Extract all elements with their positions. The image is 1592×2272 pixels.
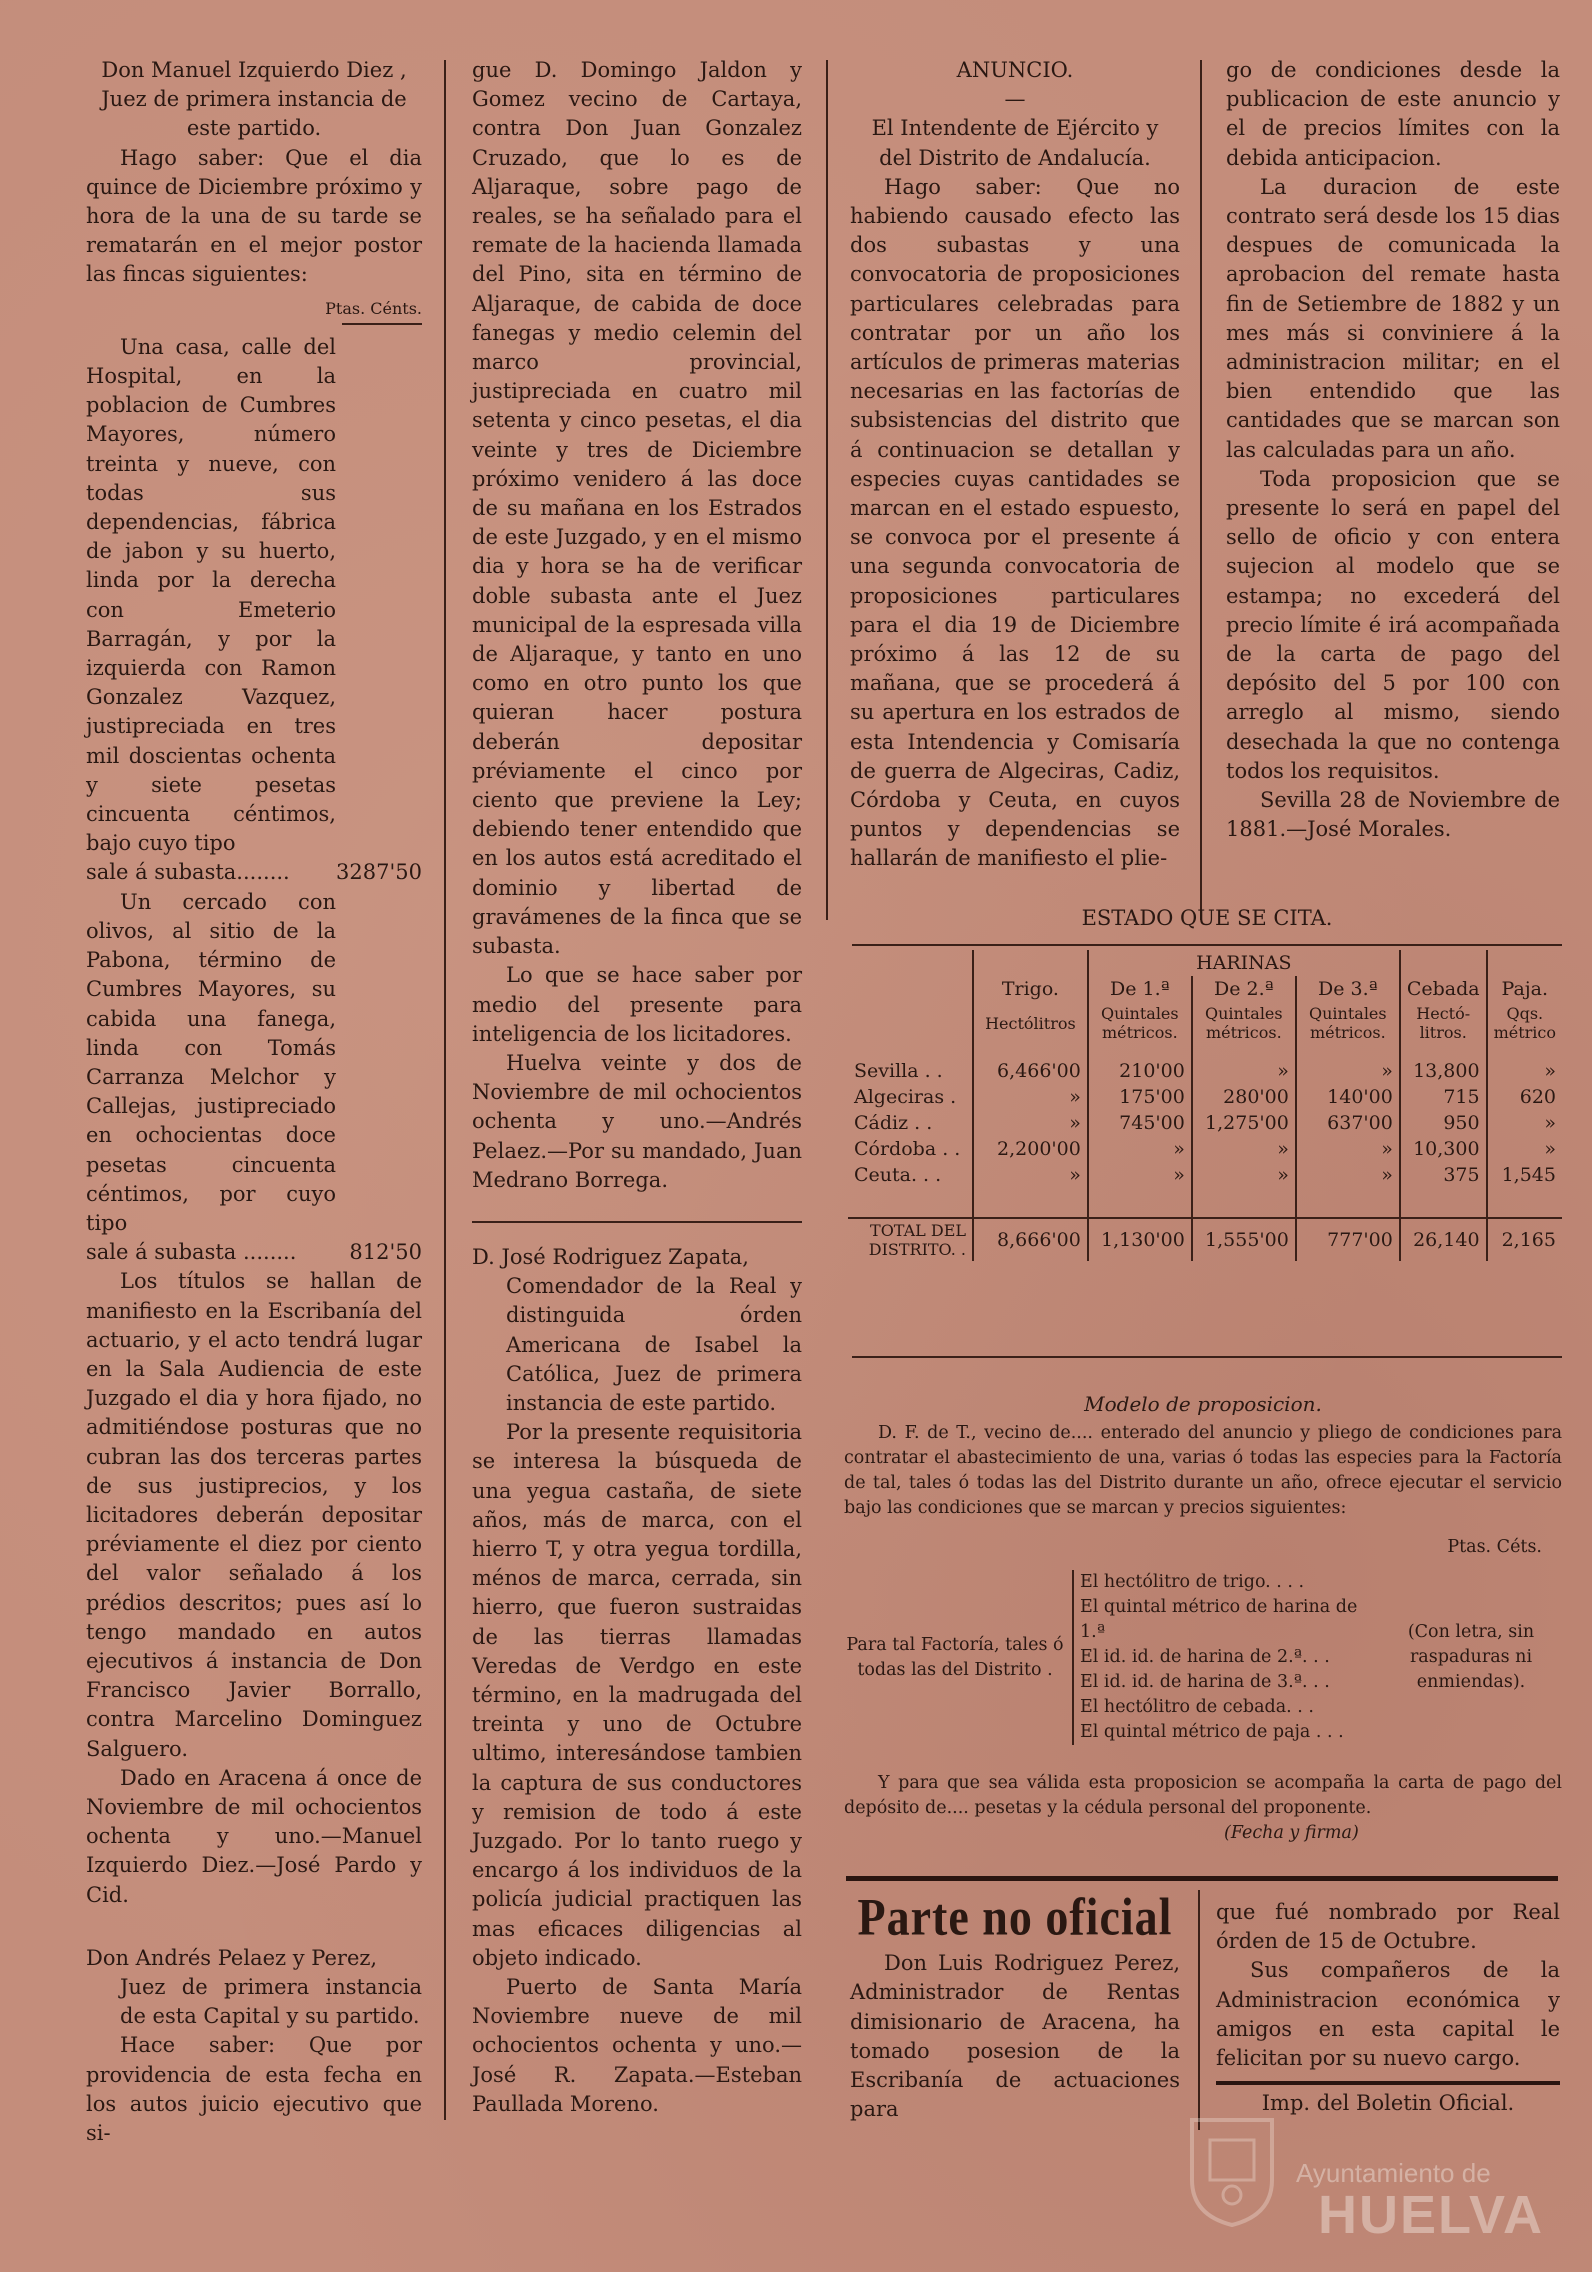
column-2 [472,56,802,2119]
anuncio-dash: — [1004,87,1026,112]
estado-bottom-rule [852,1356,1562,1358]
edict3-body: Por la presente requisitoria se interesa la búsqueda de una yegua castaña, de siete años, más de marca, con el hierro T, y otra yegua tordilla, ménos de marca, cerrada, sin hierro, que fueron sustraidas de las tierras llamadas Veredas de Verdgo en este término, en la madrugada del treinta y uno de Octubre ultimo, interesándose tambien la captura de sus conductores y remision de todo á este Juzgado. Por lo tanto ruego y encargo á los individuos de la policía judicial practiquen las mas eficaces diligencias al objeto indicado. [472,1420,802,1970]
edict2-date: Huelva veinte y dos de Noviembre de mil ochocientos ochenta y uno.—Andrés Pelaez.—Por su mandado, Juan Medrano Borrega. [472,1050,802,1192]
anuncio-column-1 [850,56,1180,874]
item2-amount: 812'50 [349,1240,422,1265]
parte-body: Don Luis Rodriguez Perez, Administrador de Rentas dimisionario de Aracena, ha tomado posesion de la Escribanía de actuaciones para [850,1951,1180,2122]
modelo-body: D. F. de T., vecino de.... enterado del anuncio y pliego de condiciones para contratar el abastecimiento de una, varias ó todas las especies para la Factoría de tal, tales ó todas las del Distrito durante un año, ofrece ejecutar el servicio bajo las condiciones que se marcan y precios siguientes: [844,1423,1562,1518]
estado-title: ESTADO QUE SE CITA. [1081,906,1333,930]
modelo-left-label: Para tal Factoría, tales ó todas las del Distrito . [846,1634,1064,1680]
edict2-continuation: gue D. Domingo Jaldon y Gomez vecino de Cartaya, contra Don Juan Gonzalez Cruzado, que lo es de Aljaraque, sobre pago de reales, se ha señalado para el remate de la hacienda llamada del Pino, sita en término de Aljaraque, de cabida de doce fanegas y medio celemin del marco provincial, justipreciada en cuatro mil setenta y cinco pesetas, el dia veinte y tres de Diciembre próximo venidero á las doce de su mañana en los Estrados de este Juzgado, y en el mismo dia y hora se ha de verificar doble subasta ante el Juez municipal de la espresada villa de Aljaraque, y tanto en uno como en otro punto los que quieran hacer postura deberán depositar préviamente el cinco por ciento que previene la Ley; debiendo tener entendido que en los autos está acreditado el dominio y libertad de gravámenes de la finca que se subasta. [472,58,802,959]
edict3-date: Puerto de Santa María Noviembre nueve de mil ochocientos ochenta y uno.—José R. Zapata.—Esteban Paullada Moreno. [472,1975,802,2116]
watermark-line2: HUELVA [1318,2185,1544,2245]
edict1-titles: Los títulos se hallan de manifiesto en la Escribanía del actuario, y el acto tendrá lugar en la Sala Audiencia de este Juzgado el dia y hora fijado, no admitiéndose posturas que no cubran las dos terceras partes de sus justiprecios, y los licitadores deberán depositar préviamente el diez por ciento del valor señalado á los prédios descritos; pues así lo tengo mandado en autos ejecutivos á instancia de Don Francisco Javier Borrallo, contra Marcelino Dominguez Salguero. [86,1269,422,1761]
parte-congrats: Sus compañeros de la Administracion económica y amigos en esta capital le felicitan por su nuevo cargo. [1216,1958,1560,2071]
col-trigo: Trigo. [973,976,1088,1002]
estado-row: Sevilla . . 6,466'00 210'00 » » 13,800 » [848,1058,1562,1084]
parte-column-2 [1216,1898,1560,2118]
unit-q1: Quintales métricos. [1088,1002,1192,1044]
estado-unit-header [848,1002,1562,1044]
modelo-price-list [844,1570,1562,1745]
modelo-item: El hectólitro de cebada. . . [1080,1697,1314,1717]
estado-row: Ceuta. . . » » » » 375 1,545 [848,1162,1562,1188]
edict1-item2: Un cercado con olivos, al sitio de la Pabona, término de Cumbres Mayores, su cabida una fanega, linda con Tomás Carranza Melchor y Callejas, justipreciado en ochocientas doce pesetas cincuenta céntimos, por cuyo tipo [86,889,336,1235]
edict3-role: Comendador de la Real y distinguida órden Americana de Isabel la Católica, Juez de primera instancia de este partido. [506,1274,802,1415]
estado-table [848,950,1562,1261]
anuncio-column-2 [1226,56,1560,844]
modelo-item: El quintal métrico de harina de 1.ª [1080,1597,1358,1642]
anuncio-body: Hago saber: Que no habiendo causado efecto las dos subastas y una convocatoria de proposiciones particulares celebradas para contratar por un año los artículos de primeras materias necesarias en las factorías de subsistencias del distrito que á continuacion se detallan y especies cuyas cantidades se marcan en el estado espuesto, se convoca por el presente á una segunda convocatoria de proposiciones particulares para el dia 19 de Diciembre próximo á las 12 de su mañana, que se procederá á su apertura en los estrados de esta Intendencia y Comisaría de guerra de Algeciras, Cadiz, Córdoba y Ceuta, en cuyos puntos y dependencias se hallarán de manifiesto el plie- [850,174,1180,871]
edict2-notice: Lo que se hace saber por medio del presente para inteligencia de los licitadores. [472,963,802,1046]
edict2-role: Juez de primera instancia de esta Capital y su partido. [120,1975,422,2029]
parte-column-1 [850,1887,1180,2124]
imprint-rule [1216,2081,1560,2085]
anuncio-date: Sevilla 28 de Noviembre de 1881.—José Morales. [1226,788,1560,842]
modelo-sign: (Fecha y firma) [1224,1823,1359,1843]
anuncio-sender: El Intendente de Ejército y del Distrito de Andalucía. [871,116,1159,170]
col-de1: De 1.ª [1088,976,1192,1002]
estado-row: Algeciras . » 175'00 280'00 140'00 715 620 [848,1084,1562,1110]
col-de3: De 3.ª [1296,976,1400,1002]
parte-title: Parte no oficial [857,1887,1173,1946]
unit-q3: Quintales métricos. [1296,1002,1400,1044]
modelo-item: El hectólitro de trigo. . . . [1080,1572,1305,1592]
anuncio-title: ANUNCIO. [956,58,1074,82]
item2-amount-row [86,1238,422,1267]
item1-amount: 3287'50 [336,860,422,885]
watermark-line1: Ayuntamiento de [1296,2158,1491,2188]
estado-total-row: TOTAL DEL DISTRITO. . 8,666'00 1,130'00 1,555'00 777'00 26,140 2,165 [848,1218,1562,1261]
parte-top-rule [846,1876,1558,1881]
edict1-role: Juez de primera instancia de este partido. [101,87,407,141]
modelo-currency: Ptas. Céts. [1447,1537,1542,1557]
column-rule-2 [826,60,828,920]
anuncio-duration: La duracion de este contrato será desde los 15 dias despues de comunicada la aprobacion del remate hasta fin de Setiembre de 1882 y un mes más si conviniere á la administracion militar; en el bien entendido que las cantidades que se marcan son las calculadas para un año. [1226,174,1560,462]
city-crest-watermark [1182,2110,1282,2230]
modelo-items [1072,1570,1380,1745]
harinas-header: HARINAS [1088,950,1400,976]
column-1 [86,56,422,2148]
anuncio-proposal-rules: Toda proposicion que se presente lo será en papel del sello de oficio y con entera sujecion al modelo que se estampa; no excederá del precio límite é irá acompañada de la carta de pago del depósito del 5 por 100 con arreglo al mismo, siendo desechada la que no contenga todos los requisitos. [1226,466,1560,783]
modelo-footer: Y para que sea válida esta proposicion se acompaña la carta de pago del depósito de.... pesetas y la cédula personal del proponente. [844,1773,1562,1818]
edict2-name: Don Andrés Pelaez y Perez, [86,1945,378,1970]
parte-cont: que fué nombrado por Real órden de 15 de Octubre. [1216,1900,1560,1954]
imprint: Imp. del Boletin Oficial. [1261,2091,1515,2116]
modelo-item: El quintal métrico de paja . . . [1080,1722,1344,1742]
estado-top-rule [852,944,1562,946]
total-label: TOTAL DEL DISTRITO. . [848,1218,973,1261]
modelo-item: El id. id. de harina de 2.ª. . . [1080,1647,1330,1667]
modelo-right-note: (Con letra, sin raspaduras ni enmiendas). [1407,1622,1535,1692]
column-rule-3 [1200,60,1202,920]
item1-amount-row [86,858,422,887]
edict1-date: Dado en Aracena á once de Noviembre de mil ochocientos ochenta y uno.—Manuel Izquierdo Diez.—José Pardo y Cid. [86,1765,422,1907]
estado-row: Cádiz . . » 745'00 1,275'00 637'00 950 » [848,1110,1562,1136]
edict3-name: D. José Rodriguez Zapata, [472,1244,749,1269]
estado-row: Córdoba . . 2,200'00 » » » 10,300 » [848,1136,1562,1162]
estado-column-header [848,976,1562,1002]
edict1-body: Hago saber: Que el dia quince de Diciembre próximo y hora de la una de su tarde se rematarán en el mejor postor las fincas siguientes: [86,145,422,287]
header-rule [342,323,422,325]
unit-q2: Quintales métricos. [1192,1002,1296,1044]
modelo-title: Modelo de proposicion. [1084,1392,1322,1416]
col-de2: De 2.ª [1192,976,1296,1002]
col-cebada: Cebada [1400,976,1487,1002]
item2-last: sale á subasta ........ [86,1240,297,1265]
unit-trigo: Hectólitros [973,1002,1088,1044]
currency-header: Ptas. Cénts. [325,298,422,318]
edict-separator-rule [472,1221,802,1223]
estado-group-header [848,950,1562,976]
unit-cebada: Hectó- litros. [1400,1002,1487,1044]
edict1-name: Don Manuel Izquierdo Diez , [101,58,407,82]
anuncio-cont: go de condiciones desde la publicacion de este anuncio y el de precios límites con la debida anticipacion. [1226,58,1560,170]
column-rule-1 [444,60,446,2120]
edict1-item1: Una casa, calle del Hospital, en la poblacion de Cumbres Mayores, número treinta y nueve, con todas sus dependencias, fábrica de jabon y su huerto, linda por la derecha con Emeterio Barragán, y por la izquierda con Ramon Gonzalez Vazquez, justipreciada en tres mil doscientas ochenta y siete pesetas cincuenta céntimos, bajo cuyo tipo [86,334,336,856]
modelo-item: El id. id. de harina de 3.ª. . . [1080,1672,1330,1692]
item1-last: sale á subasta........ [86,860,290,885]
unit-paja: Qqs. métrico [1487,1002,1562,1044]
col-paja: Paja. [1487,976,1562,1002]
edict2-body: Hace saber: Que por providencia de esta fecha en los autos juicio ejecutivo que si- [86,2033,422,2146]
edict-separator [86,1910,422,1944]
parte-column-rule [1198,1890,1200,2130]
modelo-section [844,1392,1562,1846]
